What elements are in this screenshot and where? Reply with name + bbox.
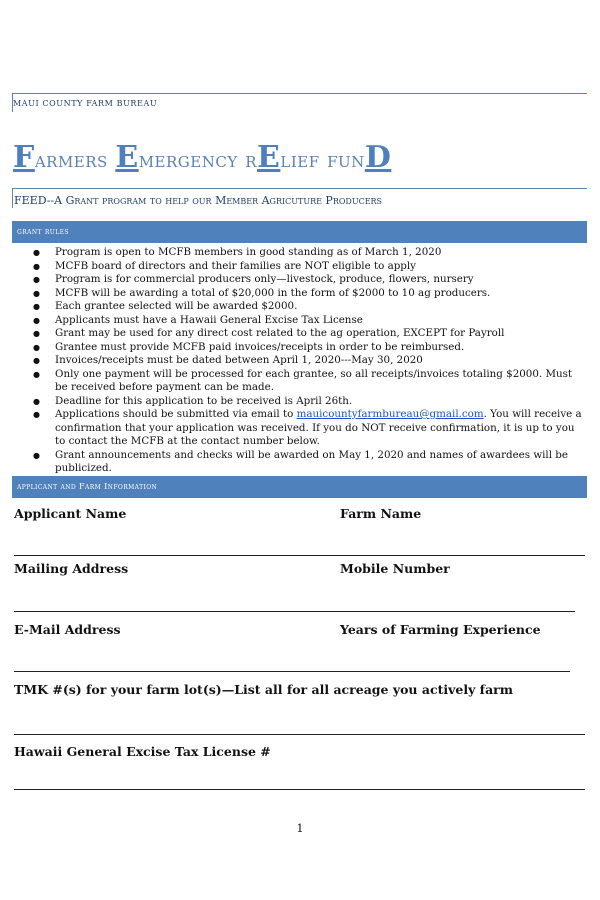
grant-rules-list <box>33 246 583 476</box>
grant-rules-heading: grant rules <box>12 221 587 243</box>
grant-rule-item: ● Only one payment will be processed for each grantee, so all receipts/invoices totaling $2000. Must be received before payment can be made. <box>33 368 583 395</box>
email-address-label: E-Mail Address <box>14 622 121 637</box>
grant-rule-item: ● Program is for commercial producers only—livestock, produce, flowers, nursery <box>33 273 583 287</box>
grant-rule-item: ● Grant announcements and checks will be awarded on May 1, 2020 and names of awardees will be publicized. <box>33 449 583 476</box>
mobile-number-label: Mobile Number <box>340 561 450 576</box>
title-part: E <box>257 140 281 175</box>
email-link[interactable]: mauicountyfarmbureau@gmail.com <box>296 408 484 420</box>
title-part: mergency r <box>138 148 258 173</box>
tmk-label: TMK #(s) for your farm lot(s)—List all for all acreage you actively farm <box>14 682 513 697</box>
applicant-farm-name-line[interactable] <box>14 555 585 556</box>
grant-rule-item <box>33 408 583 449</box>
title-part: E <box>115 140 139 175</box>
title-part: armers <box>34 148 116 173</box>
grant-rule-item: ● MCFB will be awarding a total of $20,000 in the form of $2000 to 10 ag producers. <box>33 287 583 301</box>
title-part: D <box>364 140 392 175</box>
mailing-address-label: Mailing Address <box>14 561 129 576</box>
email-years-line[interactable] <box>14 671 570 672</box>
tmk-line[interactable] <box>14 734 585 735</box>
grant-rule-item: ● Applicants must have a Hawaii General Excise Tax License <box>33 314 583 328</box>
mailing-mobile-line[interactable] <box>14 611 575 612</box>
subtitle-rule-left <box>12 188 13 208</box>
excise-license-line[interactable] <box>14 789 585 790</box>
title-part: F <box>13 140 35 175</box>
years-experience-label: Years of Farming Experience <box>340 622 541 637</box>
farm-name-label: Farm Name <box>340 506 422 521</box>
grant-rule-item: ● Each grantee selected will be awarded $2000. <box>33 300 583 314</box>
grant-rule-item: ● Grantee must provide MCFB paid invoices/receipts in order to be reimbursed. <box>33 341 583 355</box>
title-part: lief fun <box>280 148 365 173</box>
grant-rule-item: ● Grant may be used for any direct cost related to the ag operation, EXCEPT for Payroll <box>33 327 583 341</box>
grant-rule-item: ● MCFB board of directors and their families are NOT eligible to apply <box>33 260 583 274</box>
excise-license-label: Hawaii General Excise Tax License # <box>14 744 271 759</box>
grant-rule-item: ● Program is open to MCFB members in good standing as of March 1, 2020 <box>33 246 583 260</box>
applicant-name-label: Applicant Name <box>14 506 127 521</box>
rule-text: Applications should be submitted via email to <box>55 408 297 420</box>
document-subtitle: FEED--A Grant program to help our Member Agricuture Producers <box>14 194 383 207</box>
page-number: 1 <box>296 822 304 835</box>
grant-rule-item: ● Invoices/receipts must be dated between April 1, 2020---May 30, 2020 <box>33 354 583 368</box>
grant-rule-item: ● Deadline for this application to be received is April 26th. <box>33 395 583 409</box>
header-rule <box>12 93 587 94</box>
applicant-info-heading: applicant and Farm Information <box>12 476 587 498</box>
rule-text: . You will receive a confirmation that your application was received. If you do NOT receive confirmation, it is up to you to contact the MCFB at the contact number below. <box>55 408 582 447</box>
document-title <box>13 140 391 175</box>
organization-name: MAUI COUNTY FARM BUREAU <box>13 99 158 108</box>
